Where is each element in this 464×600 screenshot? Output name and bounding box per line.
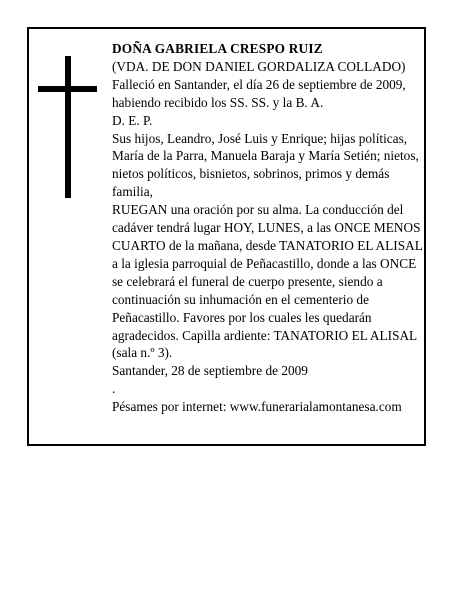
rip-line: D. E. P. — [112, 112, 153, 128]
separator-dot: . — [112, 381, 116, 397]
cross-vertical-bar — [65, 56, 71, 198]
place-date: Santander, 28 de septiembre de 2009 — [112, 363, 308, 379]
obituary-text — [112, 40, 424, 416]
family-list: Sus hijos, Leandro, José Luis y Enrique; hijas políticas, María de la Parra, Manuela Baraja y María Setién; nietos, nietos políticos, bisnietos, sobrinos, primos y demás familia, — [112, 130, 419, 200]
widow-line: (VDA. DE DON DANIEL GORDALIZA COLLADO) — [112, 58, 406, 74]
condolences-line: Pésames por internet: www.funerarialamontanesa.com — [112, 399, 402, 415]
cross-horizontal-bar — [38, 86, 97, 92]
death-info: Falleció en Santander, el día 26 de septiembre de 2009, habiendo recibido los SS. SS. y la B. A. — [112, 76, 406, 110]
funeral-request: RUEGAN una oración por su alma. La conducción del cadáver tendrá lugar HOY, LUNES, a las ONCE MENOS CUARTO de la mañana, desde TANATORIO EL ALISAL a la iglesia parroquial de Peñacastillo, donde a las ONCE se celebrará el funeral de cuerpo presente, siendo a continuación su inhumación en el cementerio de Peñacastillo. Favores por los cuales les quedarán agradecidos. Capilla ardiente: TANATORIO EL ALISAL (sala n.º 3). — [112, 202, 423, 361]
deceased-name: DOÑA GABRIELA CRESPO RUIZ — [112, 41, 323, 56]
